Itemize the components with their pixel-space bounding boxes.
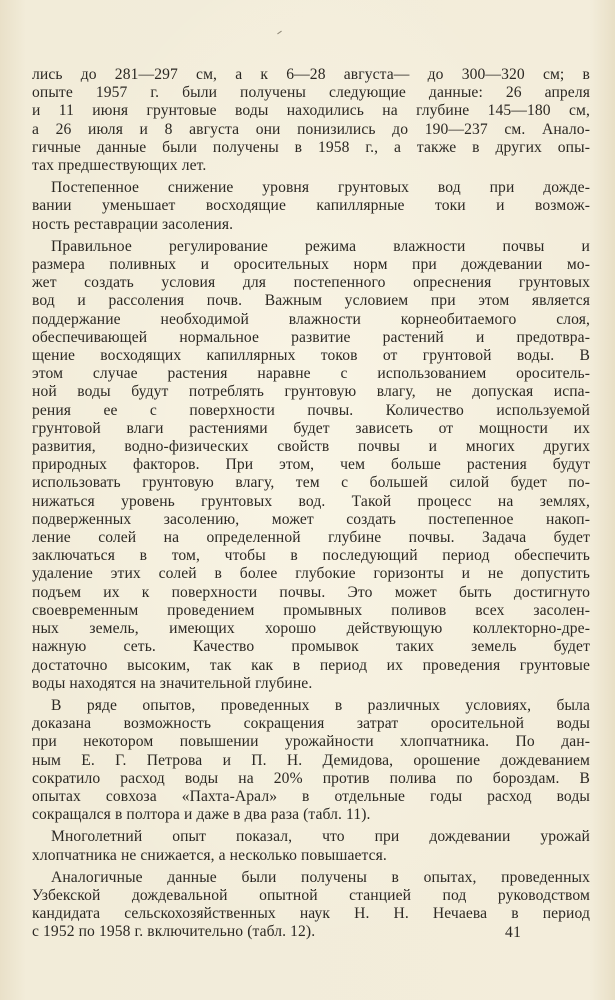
text-line: Постепенное снижение уровня грунтовых вод при дожде- bbox=[51, 179, 590, 197]
pencil-mark bbox=[277, 31, 282, 35]
text-line: жет создать условия для постепенного опреснения грунтовых bbox=[32, 274, 590, 292]
text-line: обеспечивающей нормальное развитие растений и предотвра- bbox=[32, 328, 590, 346]
text-line: опыте 1957 г. были получены следующие данные: 26 апреля bbox=[32, 84, 590, 102]
text-line: с 1952 по 1958 г. включительно (табл. 12). bbox=[32, 923, 316, 941]
text-line: воды находятся на значительной глубине. bbox=[32, 674, 313, 692]
paragraph bbox=[32, 238, 590, 693]
text-line: В ряде опытов, проведенных в различных условиях, была bbox=[51, 696, 590, 714]
text-line: развития, водно-физических свойств почвы и многих других bbox=[32, 438, 590, 456]
text-line: удаление этих солей в более глубокие горизонты и не допустить bbox=[32, 565, 590, 583]
text-line: грунтовой влаги растениями будет зависеть от мощности их bbox=[32, 419, 590, 437]
text-line: использовать грунтовую влагу, тем с большей силой будет по- bbox=[32, 474, 590, 492]
text-line: подъем их к поверхности почвы. Это может быть достигнуто bbox=[32, 583, 590, 601]
text-line: ных земель, имеющих хорошо действующую коллекторно-дре- bbox=[32, 620, 590, 638]
text-line: ность реставрации засоления. bbox=[32, 215, 234, 233]
text-line: нажную сеть. Качество промывок таких земель будет bbox=[32, 638, 590, 656]
text-line: Аналогичные данные были получены в опытах, проведенных bbox=[51, 868, 590, 886]
paragraph bbox=[32, 66, 590, 175]
text-line: нижаться уровень грунтовых вод. Такой процесс на землях, bbox=[32, 492, 590, 510]
text-line: достаточно высоким, так как в период их проведения грунтовые bbox=[32, 656, 590, 674]
text-line: сокращался в полтора и даже в два раза (табл. 11). bbox=[32, 806, 371, 824]
text-line: этом случае растения наравне с использованием ороситель- bbox=[32, 365, 590, 383]
text-line: лись до 281—297 см, а к 6—28 августа— до 300—320 см; в bbox=[32, 66, 590, 83]
text-line: сократило расход воды на 20% против полива по бороздам. В bbox=[32, 769, 590, 787]
text-line: а 26 июля и 8 августа они понизились до 190—237 см. Анало- bbox=[32, 120, 590, 138]
paragraph bbox=[32, 179, 590, 234]
text-line: Узбекской дождевальной опытной станцией под руководством bbox=[32, 886, 590, 904]
text-line: Многолетний опыт показал, что при дождевании урожай bbox=[51, 828, 590, 846]
text-line: вод и рассоления почв. Важным условием при этом является bbox=[32, 292, 590, 310]
text-line: поддержание необходимой влажности корнеобитаемого слоя, bbox=[32, 310, 590, 328]
text-line: опытах совхоза «Пахта-Арал» в отдельные годы расход воды bbox=[32, 787, 590, 805]
text-line: вании уменьшает восходящие капиллярные токи и возмож- bbox=[32, 197, 590, 215]
text-line: ление солей на определенной глубине почвы. Задача будет bbox=[32, 529, 590, 547]
text-line: ной воды будут потреблять грунтовую влагу, не допуская испа- bbox=[32, 383, 590, 401]
text-line: кандидата сельскохозяйственных наук Н. Н. Нечаева в период bbox=[32, 905, 590, 923]
text-line: хлопчатника не снижается, а несколько повышается. bbox=[32, 846, 387, 864]
text-line: гичные данные были получены в 1958 г., а также в других опы- bbox=[32, 138, 590, 156]
page-number: 41 bbox=[505, 924, 522, 941]
text-line: природных факторов. При этом, чем больше растения будут bbox=[32, 456, 590, 474]
text-line: щение восходящих капиллярных токов от грунтовой воды. В bbox=[32, 347, 590, 365]
text-line: при некотором повышении урожайности хлопчатника. По дан- bbox=[32, 733, 590, 751]
paragraph bbox=[32, 697, 590, 824]
text-line: подверженных засолению, может создать постепенное накоп- bbox=[32, 510, 590, 528]
text-line: заключаться в том, чтобы в последующий период обеспечить bbox=[32, 547, 590, 565]
paragraph bbox=[32, 828, 590, 864]
text-line: тах предшествующих лет. bbox=[32, 157, 207, 175]
text-line: размера поливных и оросительных норм при дождевании мо- bbox=[32, 256, 590, 274]
text-line: доказана возможность сокращения затрат оросительной воды bbox=[32, 715, 590, 733]
text-line: рения ее с поверхности почвы. Количество используемой bbox=[32, 401, 590, 419]
text-line: своевременным проведением промывных поливов всех засолен- bbox=[32, 601, 590, 619]
text-line: и 11 июня грунтовые воды находились на глубине 145—180 см, bbox=[32, 102, 590, 120]
body-text bbox=[32, 66, 590, 942]
text-line: ным Е. Г. Петрова и П. Н. Демидова, орошение дождеванием bbox=[32, 751, 590, 769]
text-line: Правильное регулирование режима влажности почвы и bbox=[51, 237, 590, 255]
